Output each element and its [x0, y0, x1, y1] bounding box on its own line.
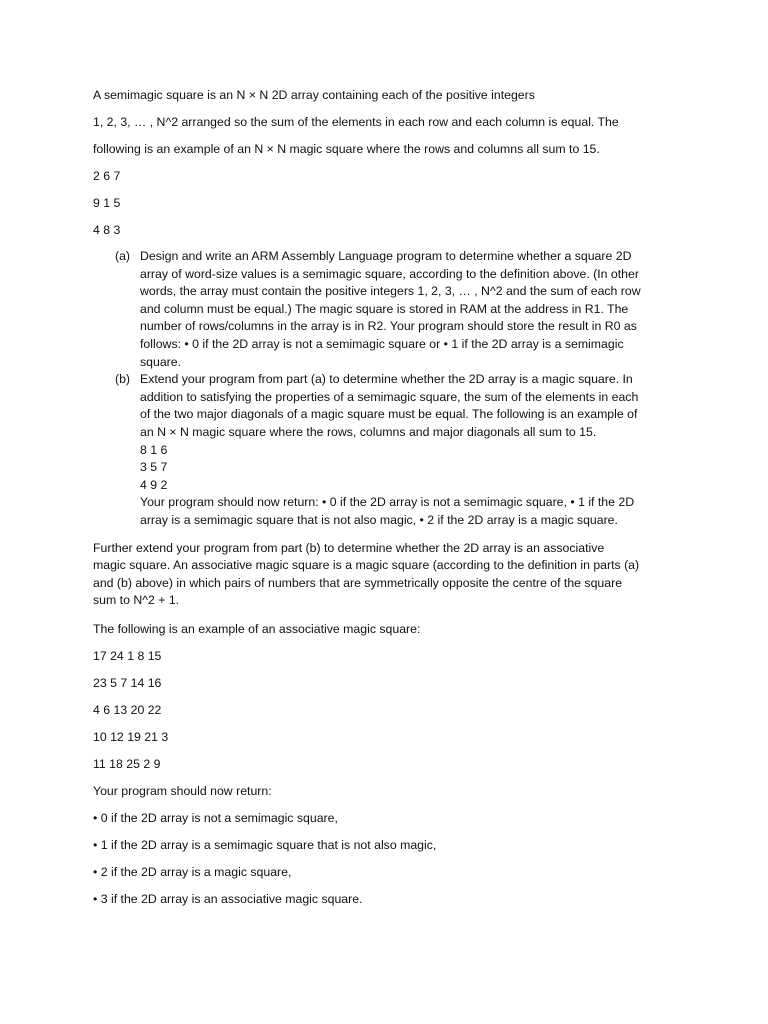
intro-line-2: 1, 2, 3, … , N^2 arranged so the sum of the elements in each row and each column is equal. The — [93, 115, 619, 129]
magic-square-row-1: 8 1 6 — [140, 442, 168, 457]
return-item-2: • 2 if the 2D array is a magic square, — [93, 864, 292, 879]
further-line: sum to N^2 + 1. — [93, 593, 180, 608]
question-parts — [93, 248, 688, 530]
example1-row-3: 4 8 3 — [93, 223, 121, 237]
part-a-line: square. — [140, 354, 182, 369]
part-b-line: Extend your program from part (a) to determine whether the 2D array is a magic square. In — [140, 372, 633, 387]
part-a-line: Design and write an ARM Assembly Language program to determine whether a square 2D — [140, 249, 632, 263]
return-item-3: • 3 if the 2D array is an associative magic square. — [93, 891, 363, 906]
magic-square-row-2: 3 5 7 — [140, 460, 168, 475]
associative-example-intro: The following is an example of an associative magic square: — [93, 621, 421, 636]
further-line: and (b) above) in which pairs of numbers that are symmetrically opposite the centre of the square — [93, 575, 623, 590]
return-item-0: • 0 if the 2D array is not a semimagic square, — [93, 810, 338, 825]
example-semimagic-square — [93, 167, 688, 239]
example3-row-4: 10 12 19 21 3 — [93, 729, 169, 744]
further-extension-paragraph — [93, 540, 688, 610]
example1-row-1: 2 6 7 — [93, 169, 121, 183]
return-item-1: • 1 if the 2D array is a semimagic square that is not also magic, — [93, 837, 437, 852]
example3-row-1: 17 24 1 8 15 — [93, 648, 162, 663]
part-b-line: array is a semimagic square that is not also magic, • 2 if the 2D array is a magic square. — [140, 512, 618, 527]
example3-row-5: 11 18 25 2 9 — [93, 756, 161, 771]
part-b-line: addition to satisfying the properties of a semimagic square, the sum of the elements in each — [140, 389, 639, 404]
part-a-line: number of rows/columns in the array is in R2. Your program should store the result in R0 as — [140, 319, 637, 334]
part-b-line: of the two major diagonals of a magic square must be equal. The following is an example of — [140, 407, 638, 422]
further-line: Further extend your program from part (b) to determine whether the 2D array is an associative — [93, 540, 605, 555]
magic-square-row-3: 4 9 2 — [140, 477, 168, 492]
part-b-line: an N × N magic square where the rows, columns and major diagonals all sum to 15. — [140, 424, 597, 439]
part-a-label: (a) — [115, 249, 131, 263]
part-b-label: (b) — [115, 372, 131, 387]
intro-line-3: following is an example of an N × N magic square where the rows and columns all sum to 15. — [93, 142, 600, 156]
example-associative-square — [93, 647, 688, 773]
part-b — [93, 371, 688, 529]
part-a-line: words, the array must contain the positive integers 1, 2, 3, … , N^2 and the sum of each row — [140, 284, 641, 299]
part-a-line: and column must be equal.) The magic square is stored in RAM at the address in R1. The — [140, 301, 629, 316]
example1-row-2: 9 1 5 — [93, 196, 121, 210]
example3-row-2: 23 5 7 14 16 — [93, 675, 162, 690]
return-intro: Your program should now return: — [93, 783, 272, 798]
part-b-line: Your program should now return: • 0 if the 2D array is not a semimagic square, • 1 if the 2D — [140, 495, 635, 510]
further-line: magic square. An associative magic square is a magic square (according to the definition in parts (a) — [93, 558, 640, 573]
part-a-line: array of word-size values is a semimagic square, according to the definition above. (In other — [140, 266, 639, 281]
example3-row-3: 4 6 13 20 22 — [93, 702, 162, 717]
part-a — [93, 248, 688, 371]
part-a-line: follows: • 0 if the 2D array is not a semimagic square or • 1 if the 2D array is a semimagic — [140, 336, 624, 351]
intro-line-1: A semimagic square is an N × N 2D array containing each of the positive integers — [93, 88, 535, 102]
